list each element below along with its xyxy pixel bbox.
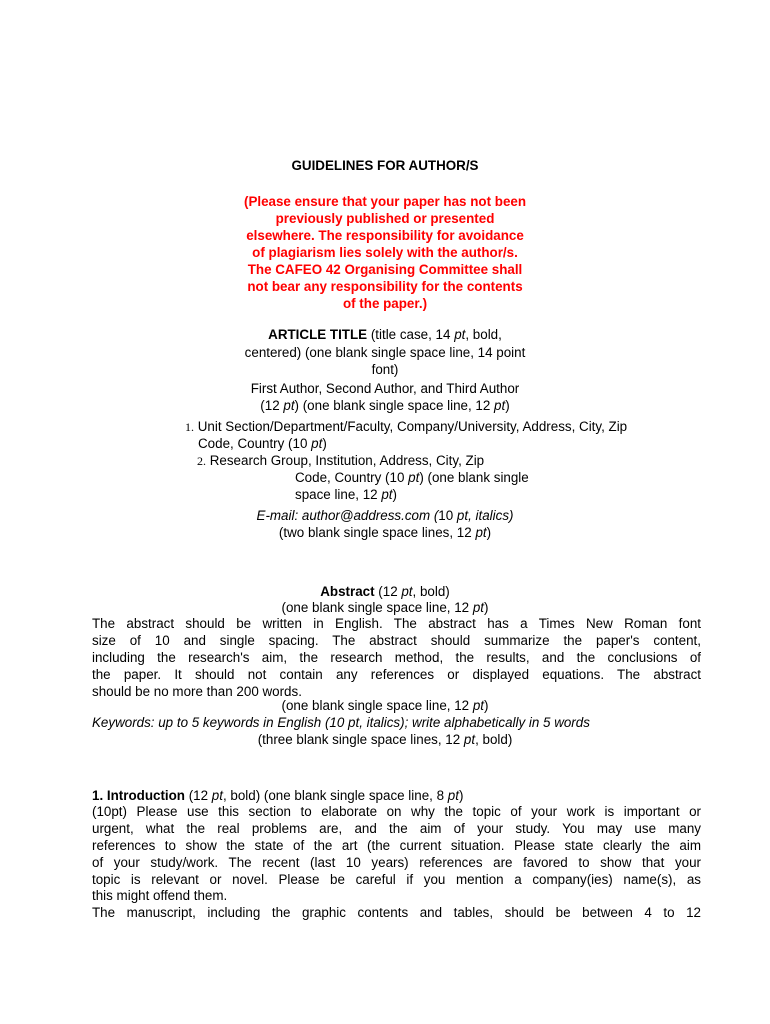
introduction-body-line: urgent, what the real problems are, and the aim of your study. You may use many: [92, 821, 701, 836]
abstract-body-line: should be no more than 200 words.: [92, 684, 302, 699]
note-text: ): [484, 600, 489, 615]
note-text: 10: [438, 508, 457, 523]
email-address: E-mail: author@address.com (: [256, 508, 439, 523]
spacing-note: [0, 599, 770, 616]
notice-line: of the paper.): [342, 296, 428, 311]
affiliation-2-cont: [295, 469, 529, 486]
article-title-note: font): [371, 362, 399, 377]
affiliation-text: space line, 12: [295, 487, 382, 502]
affiliation-text: ) (one blank single: [419, 470, 529, 485]
note-text: ) (one blank single space line, 12: [294, 398, 495, 413]
affiliation-1-cont: [198, 435, 327, 452]
affiliation-2: [197, 452, 484, 470]
introduction-body-line: of your study/work. The recent (last 10 years) references are favored to show that your: [92, 855, 701, 870]
introduction-heading: [92, 787, 463, 804]
pt-unit: pt: [401, 584, 413, 599]
note-text: (one blank single space line, 12: [281, 698, 473, 713]
note-text: ): [458, 788, 464, 803]
note-text: (12: [374, 584, 402, 599]
note-text: (three blank single space lines, 12: [257, 732, 464, 747]
introduction-body-line: topic is relevant or novel. Please be careful if you mention a company(ies) name(s), as: [92, 872, 701, 887]
note-text: (12: [184, 788, 212, 803]
authors-note: [0, 397, 770, 414]
article-title-line: [0, 326, 770, 343]
introduction-body-line: references to show the state of the art (the current situation. Please state clearly the aim: [92, 838, 701, 853]
affiliation-text: Code, Country (10: [198, 436, 312, 451]
note-text: , bold) (one blank single space line, 8: [222, 788, 448, 803]
notice-line: not bear any responsibility for the contents: [247, 279, 523, 294]
article-title-label: ARTICLE TITLE: [268, 327, 368, 342]
abstract-body-line: The abstract should be written in English. The abstract has a Times New Roman font: [92, 616, 701, 631]
spacing-note: [0, 524, 770, 541]
notice-line: (Please ensure that your paper has not been: [243, 194, 527, 209]
abstract-body-line: including the research's aim, the research method, the results, and the conclusions of: [92, 650, 701, 665]
pt-unit: pt: [311, 436, 323, 451]
pt-unit: pt: [463, 732, 476, 747]
notice-line: previously published or presented: [275, 211, 495, 226]
pt-unit: pt: [447, 788, 459, 803]
introduction-body-line: this might offend them.: [92, 888, 228, 903]
pt-unit: pt: [472, 600, 485, 615]
affiliation-number: 1.: [185, 420, 194, 434]
notice-line: of plagiarism lies solely with the author/s.: [252, 245, 518, 260]
keywords-text: Keywords: up to 5 keywords in English (10 pt, italics); write alphabetically in 5 words: [92, 715, 590, 730]
abstract-body-line: size of 10 and single spacing. The abstract should summarize the paper's content,: [92, 633, 701, 648]
notice-line: elsewhere. The responsibility for avoidance: [246, 228, 524, 243]
affiliation-number: 2.: [197, 454, 206, 468]
keywords-line: [92, 714, 590, 731]
spacing-note: [0, 731, 770, 748]
abstract-heading: [0, 583, 770, 600]
note-text: , bold): [475, 732, 513, 747]
affiliation-text: Code, Country (10: [295, 470, 409, 485]
guidelines-heading: GUIDELINES FOR AUTHOR/S: [291, 158, 479, 173]
note-text: (one blank single space line, 12: [281, 600, 473, 615]
affiliation-1: [185, 418, 627, 436]
introduction-body-line: The manuscript, including the graphic contents and tables, should be between 4 to 12: [92, 905, 701, 920]
pt-unit: pt: [472, 698, 485, 713]
pt-unit: pt: [408, 470, 420, 485]
note-text: ): [505, 398, 510, 413]
note-text: (two blank single space lines, 12: [278, 525, 476, 540]
affiliation-2-cont: [295, 486, 397, 503]
pt-unit: pt: [381, 487, 393, 502]
abstract-label: Abstract: [320, 584, 375, 599]
spacing-note: [0, 697, 770, 714]
pt-unit: pt: [494, 398, 506, 413]
introduction-body-line: (10pt) Please use this section to elaborate on why the topic of your work is important or: [92, 804, 701, 819]
email-line: [0, 507, 770, 524]
article-title-note: (title case, 14: [367, 327, 455, 342]
note-text: ): [486, 525, 492, 540]
authors-line: First Author, Second Author, and Third Author: [250, 381, 520, 396]
section-title: 1. Introduction: [92, 788, 185, 803]
note-text: (12: [260, 398, 284, 413]
affiliation-text: Unit Section/Department/Faculty, Company/University, Address, City, Zip: [197, 419, 628, 434]
affiliation-text: ): [322, 436, 327, 451]
pt-unit: pt: [283, 398, 295, 413]
affiliation-text: Research Group, Institution, Address, City, Zip: [209, 453, 485, 468]
notice-line: The CAFEO 42 Organising Committee shall: [247, 262, 523, 277]
note-text: pt, italics): [456, 508, 514, 523]
pt-unit: pt: [454, 327, 466, 342]
affiliation-text: ): [392, 487, 397, 502]
note-text: ): [484, 698, 489, 713]
note-text: , bold): [412, 584, 450, 599]
pt-unit: pt: [211, 788, 223, 803]
abstract-body-line: the paper. It should not contain any references or displayed equations. The abstract: [92, 667, 701, 682]
article-title-note: centered) (one blank single space line, 14 point: [244, 345, 526, 360]
article-title-note: , bold,: [465, 327, 502, 342]
pt-unit: pt: [475, 525, 487, 540]
